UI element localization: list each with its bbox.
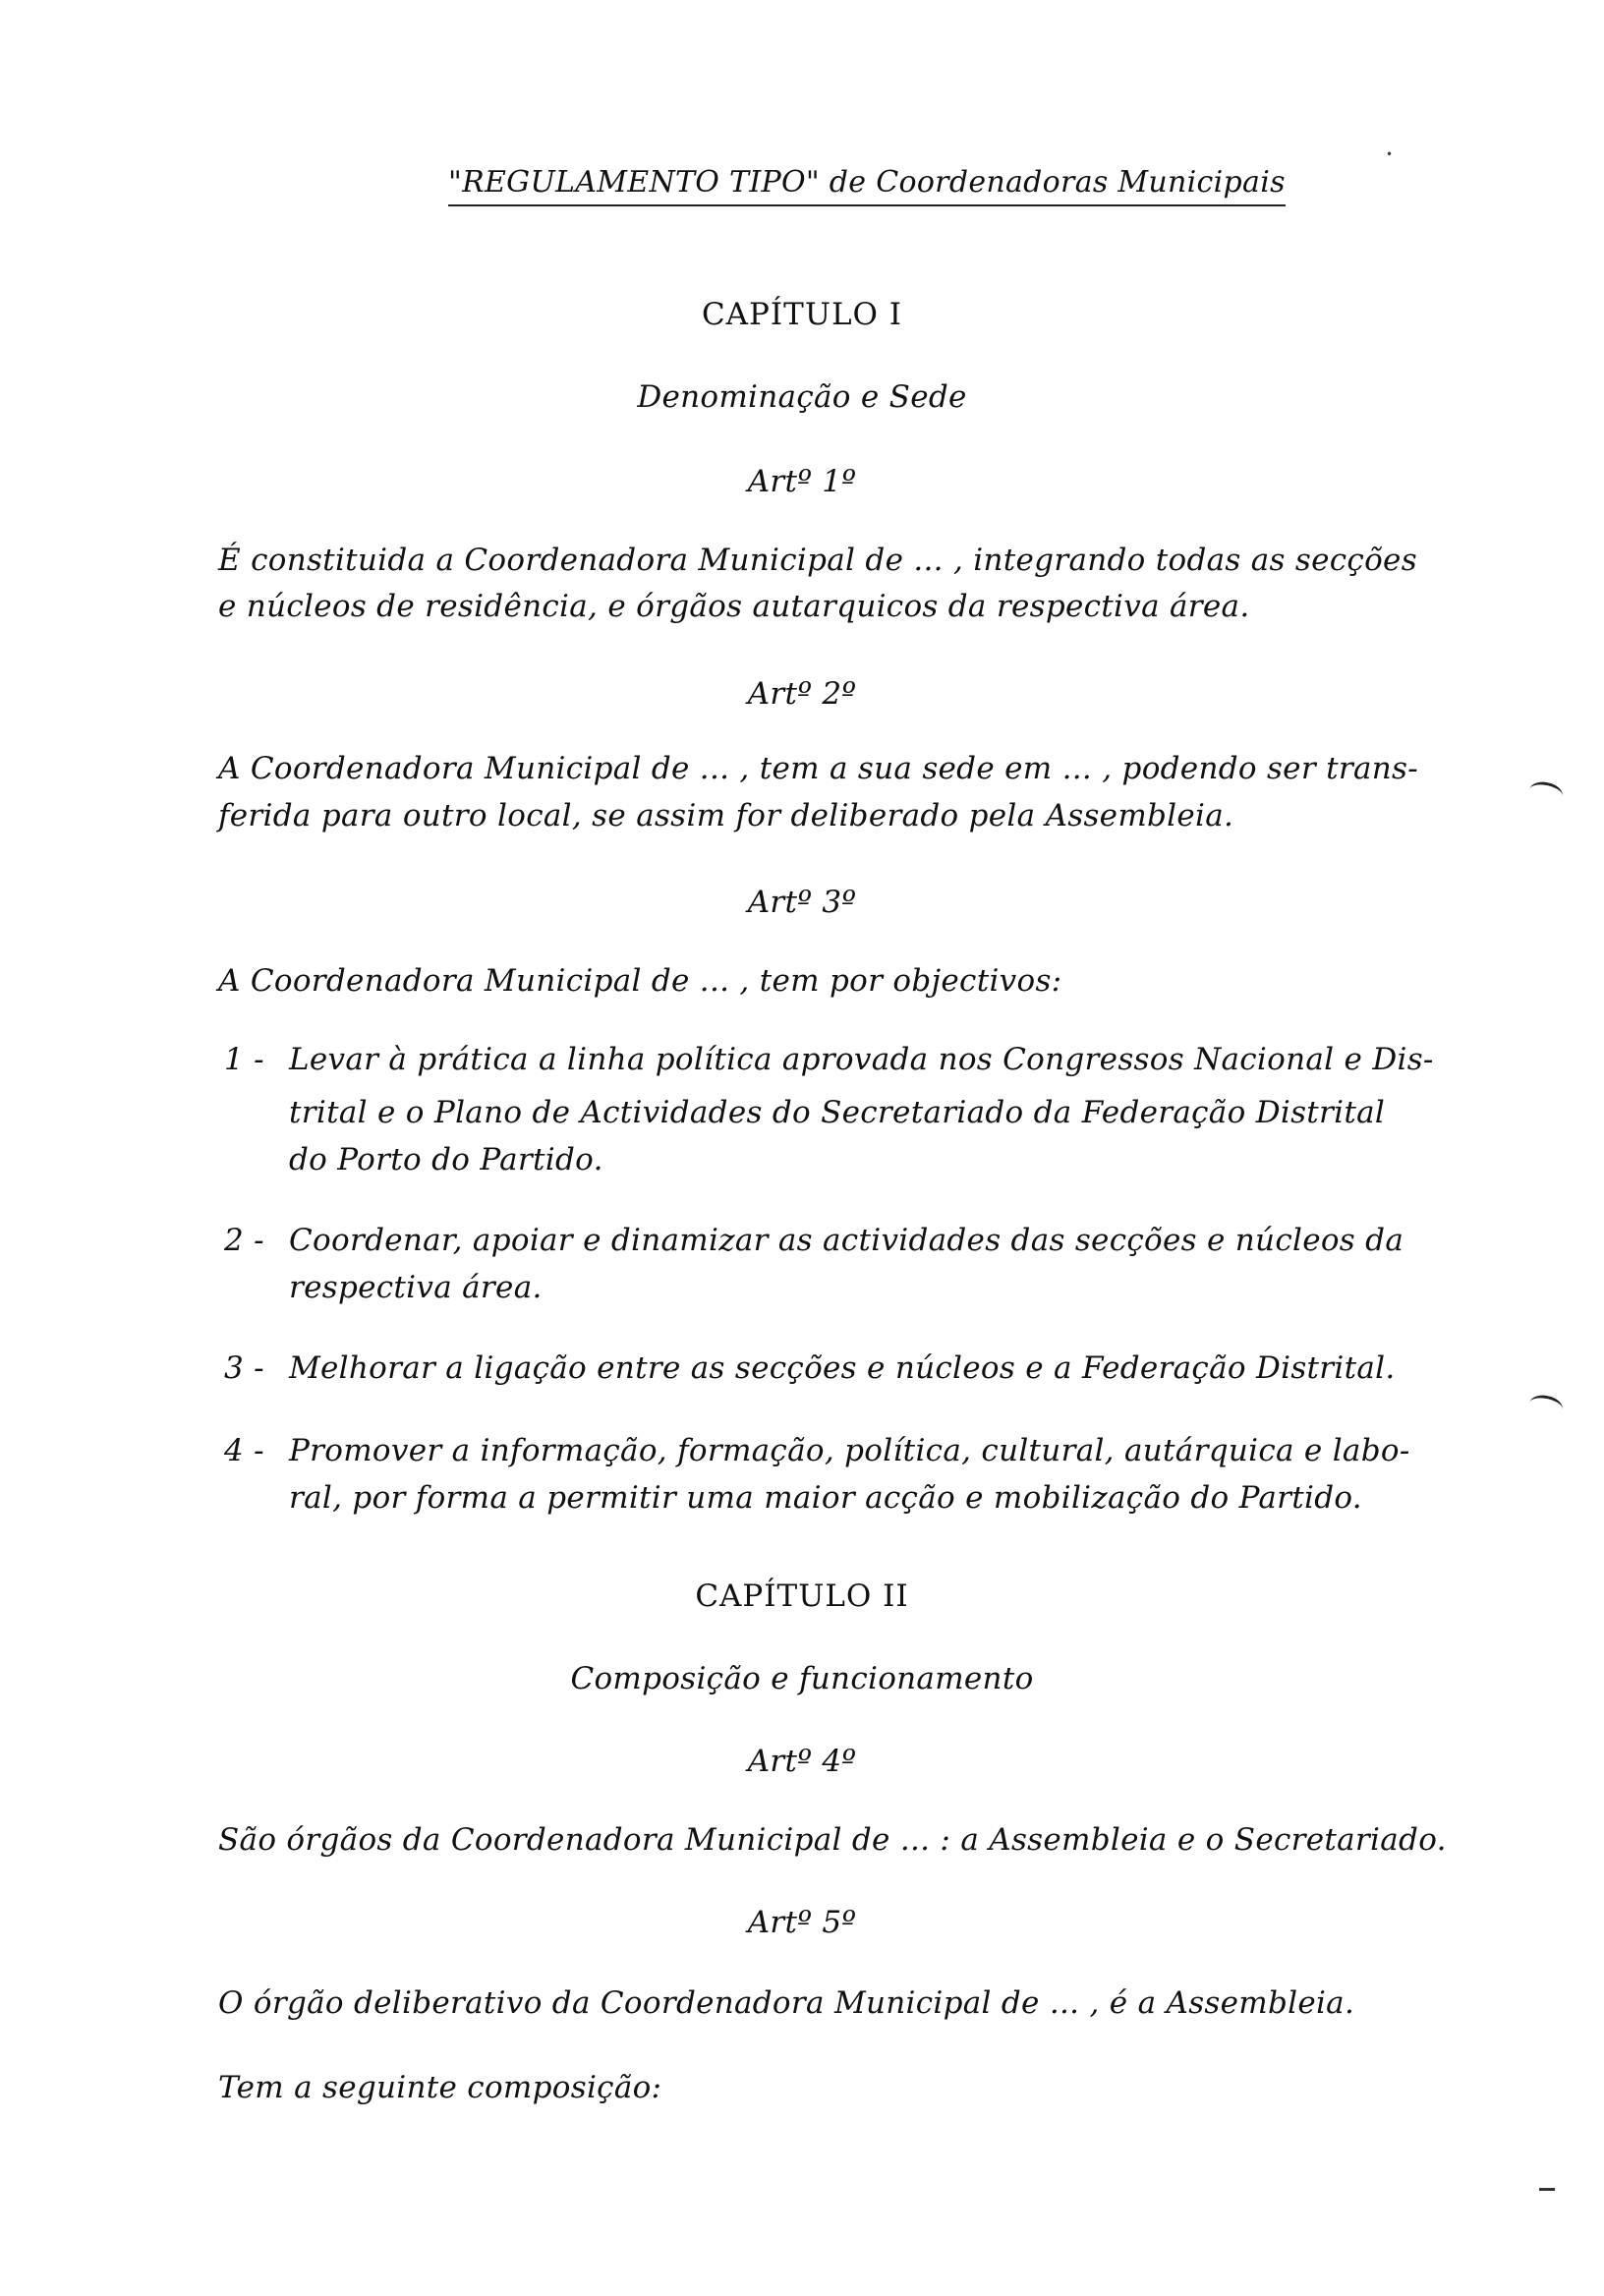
article-3-item-4-line-2: ral, por forma a permitir uma maior acção e mobilização do Partido. [289, 1480, 1362, 1516]
article-3-intro: A Coordenadora Municipal de ... , tem por objectivos: [218, 963, 1062, 999]
article-1-line-2: e núcleos de residência, e órgãos autarquicos da respectiva área. [218, 589, 1250, 624]
article-3-item-4-line-1: Promover a informação, formação, política, cultural, autárquica e labo- [289, 1433, 1410, 1468]
scan-mark [1527, 779, 1565, 807]
article-5-line-2: Tem a seguinte composição: [218, 2070, 662, 2105]
article-5-label: Artº 5º [747, 1905, 857, 1940]
article-3-item-2-number: 2 - [224, 1223, 264, 1258]
article-2-line-2: ferida para outro local, se assim for deliberado pela Assembleia. [218, 798, 1234, 833]
article-5-line-1: O órgão deliberativo da Coordenadora Municipal de ... , é a Assembleia. [218, 1985, 1355, 2021]
document-title: "REGULAMENTO TIPO" de Coordenadoras Municipais [448, 163, 1286, 206]
article-3-label: Artº 3º [747, 885, 857, 920]
scan-mark [1527, 1393, 1565, 1420]
article-3-item-1-line-3: do Porto do Partido. [289, 1142, 603, 1177]
article-1-line-1: É constituida a Coordenadora Municipal de ... , integrando todas as secções [218, 543, 1417, 578]
article-1-label: Artº 1º [747, 464, 857, 499]
article-2-line-1: A Coordenadora Municipal de ... , tem a sua sede em ... , podendo ser trans- [218, 751, 1419, 786]
article-4-label: Artº 4º [747, 1744, 857, 1779]
article-3-item-3-line-1: Melhorar a ligação entre as secções e núcleos e a Federação Distrital. [289, 1350, 1396, 1386]
article-3-item-1-number: 1 - [224, 1042, 264, 1077]
chapter-2-subheading: Composição e funcionamento [570, 1661, 1034, 1696]
chapter-2-heading: CAPÍTULO II [695, 1578, 909, 1614]
scan-speck [1539, 2188, 1555, 2191]
chapter-1-subheading: Denominação e Sede [637, 379, 967, 415]
article-3-item-3-number: 3 - [224, 1350, 264, 1386]
article-3-item-2-line-2: respectiva área. [289, 1270, 543, 1305]
article-3-item-1-line-1: Levar à prática a linha política aprovada nos Congressos Nacional e Dis- [289, 1042, 1434, 1077]
article-3-item-2-line-1: Coordenar, apoiar e dinamizar as actividades das secções e núcleos da [289, 1223, 1404, 1258]
scan-speck: • [1386, 147, 1394, 161]
article-4-line-1: São órgãos da Coordenadora Municipal de ... : a Assembleia e o Secretariado. [218, 1822, 1447, 1858]
article-3-item-4-number: 4 - [224, 1433, 264, 1468]
article-2-label: Artº 2º [747, 676, 857, 712]
article-3-item-1-line-2: trital e o Plano de Actividades do Secretariado da Federação Distrital [289, 1095, 1386, 1130]
chapter-1-heading: CAPÍTULO I [701, 297, 903, 332]
